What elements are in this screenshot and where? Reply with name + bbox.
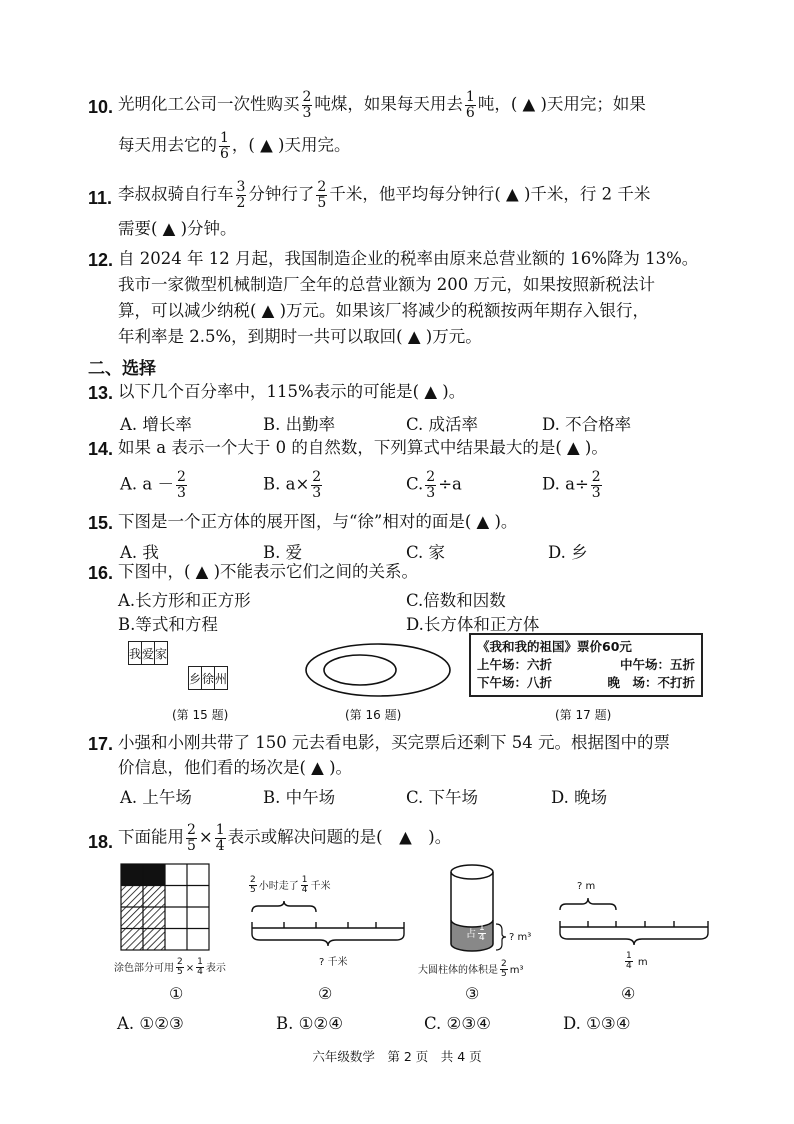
segment-diagram-4 [556,895,712,957]
question-12-line-1: 自 2024 年 12 月起，我国制造企业的税率由原来总营业额的 16%降为 13%。 [118,249,699,268]
price-row: 上午场：六折 [477,657,553,673]
figure-3-caption: 大圆柱体的体积是 $\frac{2}{5}$ m³ [418,959,524,980]
fraction: $\frac{1}{6}$ [220,130,229,162]
ticket-title: 《我和我的祖国》票价60元 [477,639,632,654]
text: 李叔叔骑自行车 [118,184,234,204]
price-row: 晚 场：不打折 [607,675,695,691]
option-d[interactable]: D. ①③④ [563,1014,631,1033]
option-d[interactable]: D. 乡 [548,543,588,562]
question-18-stem [118,823,451,853]
question-11-line-2: 需要( ▲ )分钟。 [118,219,237,238]
text: 下面能用 [118,827,184,847]
net-cell: 我 [129,642,142,665]
figure-label: ③ [465,984,480,1003]
question-17-line-2: 价信息，他们看的场次是( ▲ )。 [118,758,353,777]
option-a[interactable]: A. 我 [120,543,159,562]
segment-diagram-2 [248,898,408,958]
brace [494,922,508,952]
times-sign: × [198,827,213,847]
figure-2-bottom-label: ? 千米 [319,957,348,968]
figure-label: ④ [621,984,636,1003]
text: 吨煤，如果每天用去 [314,94,463,114]
question-14-stem: 如果 a 表示一个大于 0 的自然数，下列算式中结果最大的是( ▲ )。 [118,438,608,457]
option-c[interactable]: C.倍数和因数 [406,591,506,610]
figure-caption: (第 16 题) [345,708,402,722]
figure-caption: (第 17 题) [555,708,612,722]
option-c[interactable]: C. ②③④ [424,1014,491,1033]
shaded-grid-figure [120,863,212,953]
figure-2-top-label: $\frac{2}{5}$ 小时走了 $\frac{1}{4}$ 千米 [250,875,331,896]
question-15-stem: 下图是一个正方体的展开图，与“徐”相对的面是( ▲ )。 [118,512,518,531]
fraction: $\frac{2}{3}$ [312,469,322,501]
option-a[interactable]: A. 上午场 [120,788,192,807]
fraction: $\frac{2}{3}$ [591,469,601,501]
option-b[interactable]: B. 中午场 [263,788,336,807]
question-number: 14. [88,439,114,459]
option-d[interactable]: D. 晚场 [551,788,608,807]
question-13-stem: 以下几个百分率中，115%表示的可能是( ▲ )。 [118,382,466,401]
option-c[interactable]: C. 下午场 [406,788,479,807]
figure-4-bottom-label: $\frac{1}{4}$ m [626,951,648,972]
figure-4-top-label: ? m [577,881,596,892]
question-number: 11. [88,188,113,208]
section-title: 二、选择 [88,359,156,379]
question-number: 16. [88,563,114,583]
text: 分钟行了 [248,184,315,204]
text: 吨，( ▲ )天用完；如果 [477,94,646,114]
text: 千米，他平均每分钟行( ▲ )千米，行 2 千米 [329,184,651,204]
cylinder-fraction-label: 占 $\frac{1}{4}$ [466,923,485,944]
figure-caption: (第 15 题) [172,708,229,722]
fraction: $\frac{1}{6}$ [465,89,475,121]
fraction: $\frac{1}{4}$ [215,822,225,854]
figure-label: ② [318,984,333,1003]
fraction: $\frac{2}{3}$ [177,469,186,501]
question-number: 15. [88,513,114,533]
option-d[interactable]: D. a÷ $\frac{2}{3}$ [542,469,601,501]
fraction: $\frac{2}{3}$ [302,89,312,121]
fraction: $\frac{2}{5}$ [187,822,196,854]
option-c[interactable]: C. 成活率 [406,415,479,434]
fraction: $\frac{2}{3}$ [426,469,436,501]
option-d[interactable]: D. 不合格率 [542,415,632,434]
net-cell: 乡 [189,667,202,690]
question-12-line-4: 年利率是 2.5%，到期时一共可以取回( ▲ )万元。 [118,327,482,346]
question-10-line-1 [118,90,646,120]
text: 光明化工公司一次性购买 [118,94,300,114]
question-number: 12. [88,250,114,270]
option-a[interactable]: A. 增长率 [120,415,192,434]
question-10-line-2 [118,131,350,161]
question-16-stem: 下图中，( ▲ )不能表示它们之间的关系。 [118,562,419,581]
question-12-line-2: 我市一家微型机械制造厂全年的总营业额为 200 万元，如果按照新税法计 [118,275,655,294]
option-d[interactable]: D.长方体和正方体 [406,615,540,634]
net-cell: 徐 [202,667,215,690]
question-17-line-1: 小强和小刚共带了 150 元去看电影，买完票后还剩下 54 元。根据图中的票 [118,733,670,752]
option-a[interactable]: A.长方形和正方形 [118,591,251,610]
text: 表示或解决问题的是( ▲ )。 [227,827,452,847]
net-cell: 州 [215,667,228,690]
option-a[interactable]: A. ①②③ [117,1014,184,1033]
question-number: 13. [88,383,114,403]
price-row: 中午场：五折 [619,657,695,673]
question-11-line-1 [118,180,650,210]
option-b[interactable]: B. 爱 [263,543,303,562]
option-b[interactable]: B. ①②④ [276,1014,343,1033]
question-12-line-3: 算，可以减少纳税( ▲ )万元。如果该厂将减少的税额按两年期存入银行， [118,301,650,320]
venn-diagram [303,640,453,700]
fraction: $\frac{2}{5}$ [317,179,327,211]
text: ，( ▲ )天用完。 [231,135,351,155]
net-cell: 家 [155,642,168,665]
figure-1-caption: 涂色部分可用 $\frac{2}{5}$ × $\frac{1}{4}$ 表示 [114,957,226,978]
option-b[interactable]: B. a× $\frac{2}{3}$ [263,469,322,501]
option-b[interactable]: B.等式和方程 [118,615,218,634]
option-a[interactable]: A. a － $\frac{2}{3}$ [120,469,186,501]
question-number: 10. [88,97,114,117]
question-number: 17. [88,734,114,754]
page-footer: 六年级数学 第 2 页 共 4 页 [312,1049,482,1064]
ticket-price-box [469,633,703,697]
option-c[interactable]: C. $\frac{2}{3}$ ÷a [406,469,462,501]
net-cell: 爱 [142,642,155,665]
question-number: 18. [88,832,114,852]
fraction: $\frac{3}{2}$ [236,179,246,211]
cylinder-question-label: ? m³ [509,932,532,943]
text: 每天用去它的 [118,135,217,155]
option-c[interactable]: C. 家 [406,543,446,562]
figure-label: ① [169,984,184,1003]
option-b[interactable]: B. 出勤率 [263,415,336,434]
price-row: 下午场：八折 [477,675,553,691]
